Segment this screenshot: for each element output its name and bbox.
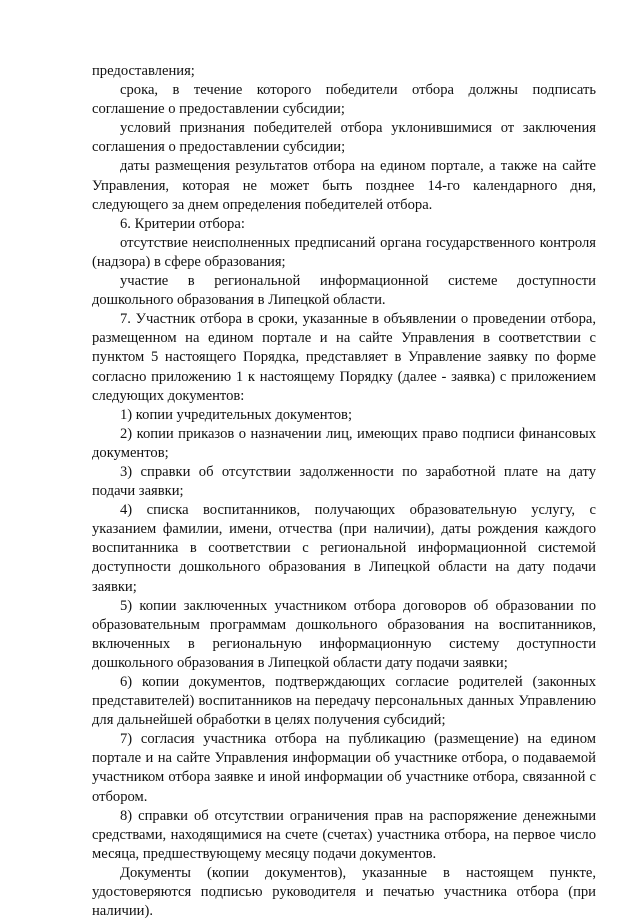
list-item-3: 3) справки об отсутствии задолженности по заработной плате на дату подачи заявки; [92,463,596,500]
document-page [92,62,596,921]
paragraph-section-6-heading: 6. Критерии отбора: [120,215,245,232]
paragraph-section-7: 7. Участник отбора в сроки, указанные в объявлении о проведении отбора, размещенном на едином портале и на сайте Управления в соответствии с пунктом 5 настоящего Порядка, представляет в Управление заявку по форме согласно приложению 1 к настоящему Порядку (далее - заявка) с приложением следующих документов: [92,311,596,404]
list-item-4: 4) списка воспитанников, получающих образовательную услугу, с указанием фамилии, имени, отчества (при наличии), даты рождения каждого воспитанника в соответствии с региональной информационной системой доступности дошкольного образования в Липецкой области на дату подачи заявки; [92,502,596,595]
list-item-8: 8) справки об отсутствии ограничения прав на распоряжение денежными средствами, находящимися на счете (счетах) участника отбора, на первое число месяца, предшествующему месяцу подачи документов. [92,807,596,862]
list-item-5: 5) копии заключенных участником отбора договоров об образовании по образовательным программам дошкольного образования на воспитанников, включенных в региональную информационную систему доступности дошкольного образования в Липецкой области дату подачи заявки; [92,597,596,671]
list-item-1: 1) копии учредительных документов; [120,406,352,423]
paragraph-criterion-no-violations: отсутствие неисполненных предписаний органа государственного контроля (надзора) в сфере образования; [92,234,596,270]
paragraph-signing-deadline: срока, в течение которого победители отбора должны подписать соглашение о предоставлении субсидии; [92,82,596,118]
paragraph-evasion-conditions: условий признания победителей отбора уклонившимися от заключения соглашения о предоставлении субсидии; [92,120,596,156]
list-item-6: 6) копии документов, подтверждающих согласие родителей (законных представителей) воспитанников на передачу персональных данных Управлению для дальнейшей обработки в целях получения субсидий; [92,674,596,729]
list-item-2: 2) копии приказов о назначении лиц, имеющих право подписи финансовых документов; [92,425,596,461]
paragraph-criterion-regional-system: участие в региональной информационной системе доступности дошкольного образования в Липецкой области. [92,273,596,309]
paragraph-results-date: даты размещения результатов отбора на едином портале, а также на сайте Управления, которая не может быть позднее 14-го календарного дня, следующего за днем определения победителей отбора. [92,158,596,213]
paragraph-continuation: предоставления; [92,63,195,79]
list-item-7: 7) согласия участника отбора на публикацию (размещение) на едином портале и на сайте Управления информации об участнике отбора, о подаваемой участником отбора заявке и иной информации об участнике отбора, связанной с отбором. [92,731,596,805]
paragraph-documents-certification: Документы (копии документов), указанные в настоящем пункте, удостоверяются подписью руководителя и печатью участника отбора (при наличии). [92,864,596,920]
